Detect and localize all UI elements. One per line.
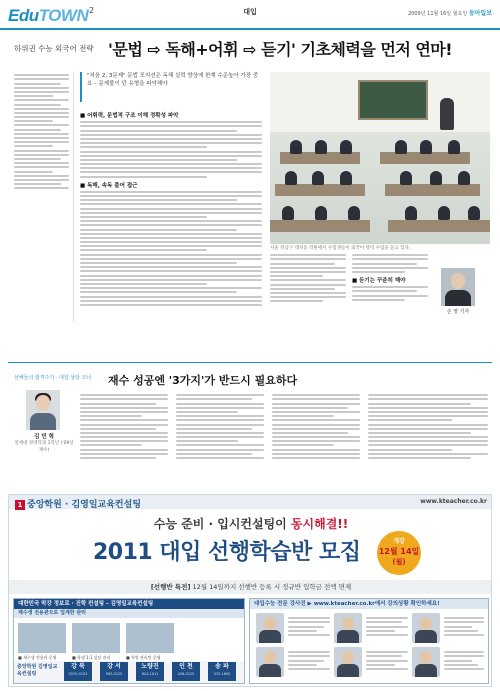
column-body bbox=[80, 392, 168, 472]
campus-footer bbox=[14, 661, 244, 683]
building-photo bbox=[126, 623, 174, 653]
campus-name: 인 천 bbox=[179, 663, 193, 670]
campus-tel: 426-0125 bbox=[177, 672, 195, 676]
benefit-text: 12월 14일까지 선행반 등록 시 정규반 입학금 전액 면제 bbox=[190, 583, 352, 591]
section-divider bbox=[8, 362, 492, 363]
page-number: 2 bbox=[89, 6, 95, 15]
article-body-continued bbox=[270, 252, 346, 312]
campus-gangbuk[interactable] bbox=[64, 662, 92, 681]
campus-name: 강 북 bbox=[71, 663, 85, 670]
advertisement[interactable] bbox=[8, 494, 492, 687]
building-photo bbox=[18, 623, 66, 653]
article-quote: "처음 2, 3문제" 문법 포지션은 독해 실력 향상에 한계 수준높아 가장 중요 – 문제풀이 던 유형을 파악해야 bbox=[80, 72, 262, 102]
instructor-text bbox=[444, 649, 484, 672]
building-caption: ■ 재수생 전용관 운영 bbox=[18, 655, 57, 660]
instructor-photo bbox=[412, 613, 440, 643]
ad-main-title: 2011 대입 선행학습반 모집 bbox=[93, 540, 361, 565]
campus-gangseo[interactable] bbox=[100, 662, 128, 681]
section-label: 대입 bbox=[243, 8, 257, 16]
photo-caption: 서울 강남구 대치동 학원에서 수험생들이 외국어 영역 수업을 듣고 있다. bbox=[270, 246, 411, 251]
campus-incheon[interactable] bbox=[172, 662, 200, 681]
instructor-panel-title: 대입수능 전문 강사진 ▶ www.kteacher.co.kr에서 강의상황 확인하세요! bbox=[250, 599, 488, 609]
masthead bbox=[0, 0, 500, 30]
opening-date-badge bbox=[377, 531, 421, 575]
ad-logo-text: 중앙학원 · 김영일교육컨설팅 bbox=[27, 500, 142, 510]
campus-tel: 470-1600 bbox=[213, 672, 231, 676]
campus-name: 노량진 bbox=[141, 663, 159, 670]
campus-tel: 814-1011 bbox=[141, 672, 159, 676]
instructor-text bbox=[288, 615, 330, 638]
author-role: 연세대 경영학과 1학년 ('09년 재수) bbox=[14, 441, 74, 453]
logo-town: TOWN bbox=[38, 6, 89, 25]
ad-logo bbox=[15, 497, 141, 510]
badge-date: 12월 14일 bbox=[378, 547, 420, 556]
campus-tel: 2070-0101 bbox=[68, 672, 88, 676]
ad-url-link[interactable]: www.kteacher.co.kr bbox=[420, 498, 487, 505]
instructor-photo bbox=[256, 613, 284, 643]
campus-songpa[interactable] bbox=[208, 662, 236, 681]
instructor-panel bbox=[249, 598, 489, 684]
ad-benefit-bar bbox=[9, 580, 492, 594]
benefit-label: [선행반 특전] bbox=[150, 583, 191, 591]
campus-tel: 563-0125 bbox=[105, 672, 123, 676]
ad-subhead-prefix: 수능 준비 · 입시컨설팅이 bbox=[153, 517, 291, 531]
instructor-photo bbox=[334, 613, 362, 643]
issue-info bbox=[408, 8, 492, 17]
article-subhead: ■ 독해, 속독 풀어 접근 bbox=[80, 182, 138, 189]
instructor-text bbox=[288, 649, 330, 672]
article-subhead: ■ 듣기는 꾸준히 해야 bbox=[352, 277, 406, 284]
badge-day: (월) bbox=[392, 558, 406, 566]
footer-logo: 중앙학원 김영일교육컨설팅 bbox=[17, 664, 58, 677]
building-caption: ■ 특별 관리반 운영 bbox=[126, 655, 161, 660]
ad-logo-number: 1 bbox=[15, 500, 25, 510]
column-author bbox=[14, 390, 74, 454]
ad-subhead bbox=[9, 515, 492, 532]
issue-date: 2009년 11월 16일 월요일 bbox=[408, 11, 468, 17]
ad-header-bar bbox=[9, 495, 492, 509]
badge-label: 개강 bbox=[393, 538, 405, 545]
article-intro-column bbox=[14, 72, 74, 322]
column-body bbox=[176, 392, 264, 472]
reporter-byline bbox=[432, 268, 484, 320]
building-photo bbox=[72, 623, 120, 653]
author-photo bbox=[26, 390, 60, 430]
building-caption: ■ 학생 1:1 상담 관리 bbox=[72, 655, 111, 660]
campus-name: 강 서 bbox=[107, 663, 121, 670]
instructor-photo bbox=[412, 647, 440, 677]
logo-edu: Edu bbox=[8, 6, 39, 25]
column-tag: 선배들의 합격수기 · 대입 상담 코너 bbox=[14, 375, 92, 381]
consulting-panel bbox=[13, 598, 245, 684]
consulting-panel-title: 대한민국 막강 정보로 · 진학 컨설팅 – 김영일교육컨설팅 bbox=[14, 599, 244, 609]
reporter-name: 손 영 기자 bbox=[446, 309, 470, 315]
campus-name: 송 파 bbox=[215, 663, 229, 670]
article-kicker: 하위권 수능 외국어 전략 bbox=[14, 44, 94, 53]
paper-name: 동아일보 bbox=[468, 10, 492, 17]
instructor-text bbox=[366, 649, 408, 672]
article-subhead: ■ 어휘력, 문법적 구조 이해 정확성 파악 bbox=[80, 113, 179, 119]
author-name: 김 민 혁 bbox=[34, 434, 54, 440]
reporter-photo bbox=[441, 268, 475, 306]
article-headline: '문법 ⇨ 독해+어휘 ⇨ 듣기' 기초체력을 먼저 연마! bbox=[108, 40, 453, 59]
campus-noryangjin[interactable] bbox=[136, 662, 164, 681]
instructor-photo bbox=[334, 647, 362, 677]
column-headline: 재수 성공엔 '3가지'가 반드시 필요하다 bbox=[108, 374, 298, 387]
instructor-photo bbox=[256, 647, 284, 677]
classroom-photo bbox=[270, 72, 490, 244]
article-body bbox=[80, 108, 262, 330]
column-body bbox=[368, 392, 488, 472]
instructor-text bbox=[444, 615, 484, 638]
ad-subhead-highlight: 동시해결!! bbox=[290, 517, 349, 531]
instructor-text bbox=[366, 615, 408, 638]
article-body-continued bbox=[352, 252, 428, 312]
consulting-panel-subtitle: 재수생 전용관으로 업계한 관리 bbox=[14, 609, 244, 618]
column-body bbox=[272, 392, 360, 472]
